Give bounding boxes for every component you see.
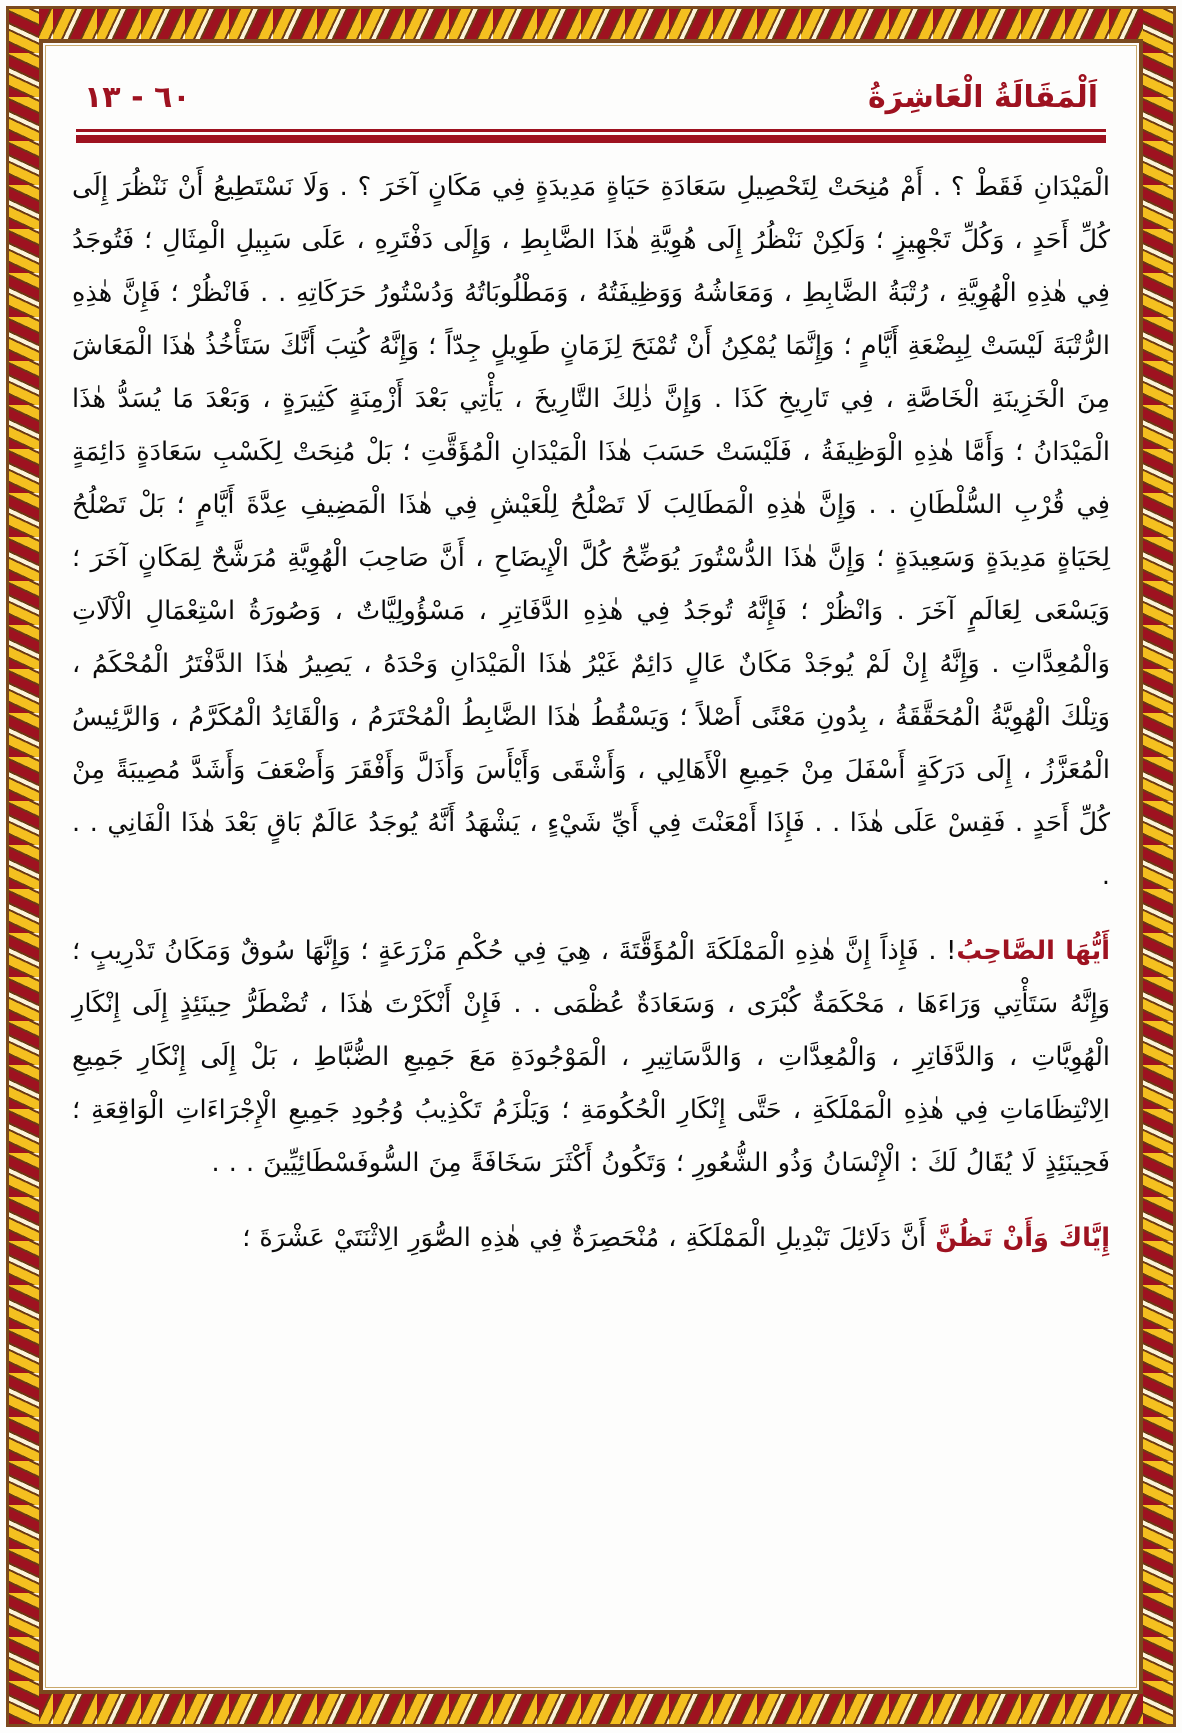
page-header [66, 62, 1116, 115]
paragraph-text: الْمَيْدَانِ فَقَطْ ؟ . أَمْ مُنِحَتْ لِتَحْصِيلِ سَعَادَةِ حَيَاةٍ مَدِيدَةٍ فِي مَكَانٍ آخَرَ ؟ . وَلَا نَسْتَطِيعُ أَنْ نَنْظُرَ إِلَى كُلِّ أَحَدٍ ، وَكُلِّ تَجْهِيزٍ ؛ وَلَكِنْ نَنْظُرُ إِلَى هُوِيَّةِ هٰذَا الضَّابِطِ ، وَإِلَى دَفْتَرِهِ ، عَلَى سَبِيلِ الْمِثَالِ ؛ فَتُوجَدُ فِي هٰذِهِ الْهُوِيَّةِ ، رُتْبَةُ الضَّابِطِ ، وَمَعَاشُهُ وَوَظِيفَتُهُ ، وَمَطْلُوبَاتُهُ وَدُسْتُورُ حَرَكَاتِهِ . . فَانْظُرْ ؛ فَإِنَّ هٰذِهِ الرُّتْبَةَ لَيْسَتْ لِبِضْعَةِ أَيَّامٍ ؛ وَإِنَّمَا يُمْكِنُ أَنْ تُمْنَحَ لِزَمَانٍ طَوِيلٍ جِدّاً ؛ وَإِنَّهُ كُتِبَ أَنَّكَ سَتَأْخُذُ هٰذَا الْمَعَاشَ مِنَ الْخَزِينَةِ الْخَاصَّةِ ، فِي تَارِيخِ كَذَا . وَإِنَّ ذٰلِكَ التَّارِيخَ ، يَأْتِي بَعْدَ أَزْمِنَةٍ كَثِيرَةٍ ، وَبَعْدَ مَا يُسَدُّ هٰذَا الْمَيْدَانُ ؛ وَأَمَّا هٰذِهِ الْوَظِيفَةُ ، فَلَيْسَتْ حَسَبَ هٰذَا الْمَيْدَانِ الْمُؤَقَّتِ ؛ بَلْ مُنِحَتْ لِكَسْبِ سَعَادَةٍ دَائِمَةٍ فِي قُرْبِ السُّلْطَانِ . . وَإِنَّ هٰذِهِ الْمَطَالِبَ لَا تَصْلُحُ لِلْعَيْشِ فِي هٰذَا الْمَضِيفِ عِدَّةَ أَيَّامٍ ؛ بَلْ تَصْلُحُ لِحَيَاةٍ مَدِيدَةٍ وَسَعِيدَةٍ ؛ وَإِنَّ هٰذَا الدُّسْتُورَ يُوَضِّحُ كُلَّ الْإِيضَاحِ ، أَنَّ صَاحِبَ الْهُوِيَّةِ مُرَشَّحٌ لِمَكَانٍ آخَرَ ؛ وَيَسْعَى لِعَالَمٍ آخَرَ . وَانْظُرْ ؛ فَإِنَّهُ تُوجَدُ فِي هٰذِهِ الدَّفَاتِرِ ، مَسْؤُولِيَّاتٌ ، وَصُورَةُ اسْتِعْمَالِ الْآلَاتِ وَالْمُعِدَّاتِ . وَإِنَّهُ إِنْ لَمْ يُوجَدْ مَكَانٌ عَالٍ دَائِمٌ غَيْرُ هٰذَا الْمَيْدَانِ وَحْدَهُ ، يَصِيرُ هٰذَا الدَّفْتَرُ الْمُحْكَمُ ، وَتِلْكَ الْهُوِيَّةُ الْمُحَقَّقَةُ ، بِدُونِ مَعْنًى أَصْلاً ؛ وَيَسْقُطُ هٰذَا الضَّابِطُ الْمُحْتَرَمُ ، وَالْقَائِدُ الْمُكَرَّمُ ، وَالرَّئِيسُ الْمُعَزَّزُ ، إِلَى دَرَكَةٍ أَسْفَلَ مِنْ جَمِيعِ الْأَهَالِي ، وَأَشْقَى وَأَيْأَسَ وَأَذَلَّ وَأَفْقَرَ وَأَضْعَفَ وَأَشَدَّ مُصِيبَةً مِنْ كُلِّ أَحَدٍ . فَقِسْ عَلَى هٰذَا . . فَإِذَا أَمْعَنْتَ فِي أَيِّ شَيْءٍ ، يَشْهَدُ أَنَّهُ يُوجَدُ عَالَمٌ بَاقٍ بَعْدَ هٰذَا الْفَانِي . . . [72, 172, 1110, 891]
highlighted-phrase: إِيَّاكَ وَأَنْ تَظُنَّ [935, 1223, 1110, 1253]
page-number: ٦٠ - ١٣ [84, 80, 191, 115]
paragraph [72, 161, 1110, 903]
braid-band-top-icon [9, 9, 1173, 39]
paragraph [72, 1212, 1110, 1265]
braid-band-right-icon [1143, 9, 1173, 1724]
paragraph-text: ! . فَإِذاً إِنَّ هٰذِهِ الْمَمْلَكَةَ الْمُؤَقَّتَةَ ، هِيَ فِي حُكْمِ مَزْرَعَةٍ ؛ وَإِنَّهَا سُوقٌ وَمَكَانُ تَدْرِيبٍ ؛ وَإِنَّهُ سَتَأْتِي وَرَاءَهَا ، مَحْكَمَةٌ كُبْرَى ، وَسَعَادَةٌ عُظْمَى . . فَإِنْ أَنْكَرْتَ هٰذَا ، تُضْطَرُّ حِينَئِذٍ إِلَى إِنْكَارِ الْهُوِيَّاتِ ، وَالدَّفَاتِرِ ، وَالْمُعِدَّاتِ ، وَالدَّسَاتِيرِ ، الْمَوْجُودَةِ مَعَ جَمِيعِ الضُّبَّاطِ ، بَلْ إِلَى إِنْكَارِ جَمِيعِ الِانْتِظَامَاتِ فِي هٰذِهِ الْمَمْلَكَةِ ، حَتَّى إِنْكَارِ الْحُكُومَةِ ؛ وَيَلْزَمُ تَكْذِيبُ وُجُودِ جَمِيعِ الْإِجْرَاءَاتِ الْوَاقِعَةِ ؛ فَحِينَئِذٍ لَا يُقَالُ لَكَ : الْإِنْسَانُ وَذُو الشُّعُورِ ؛ وَتَكُونُ أَكْثَرَ سَخَافَةً مِنَ السُّوفَسْطَائِيِّينَ . . . [72, 936, 1110, 1178]
paragraph-text: أَنَّ دَلَائِلَ تَبْدِيلِ الْمَمْلَكَةِ ، مُنْحَصِرَةٌ فِي هٰذِهِ الصُّوَرِ الِاثْنَتَيْ عَشْرَةَ ؛ [242, 1223, 936, 1253]
body-text-container [72, 161, 1110, 1265]
highlighted-phrase: أَيُّهَا الصَّاحِبُ [956, 936, 1110, 966]
braid-band-left-icon [9, 9, 39, 1724]
braid-band-bottom-icon [9, 1694, 1173, 1724]
title-divider [76, 129, 1106, 143]
divider-line-thick [76, 135, 1106, 143]
paragraph [72, 925, 1110, 1190]
page-content [52, 50, 1130, 1683]
page-title: اَلْمَقَالَةُ الْعَاشِرَةُ [867, 80, 1098, 115]
